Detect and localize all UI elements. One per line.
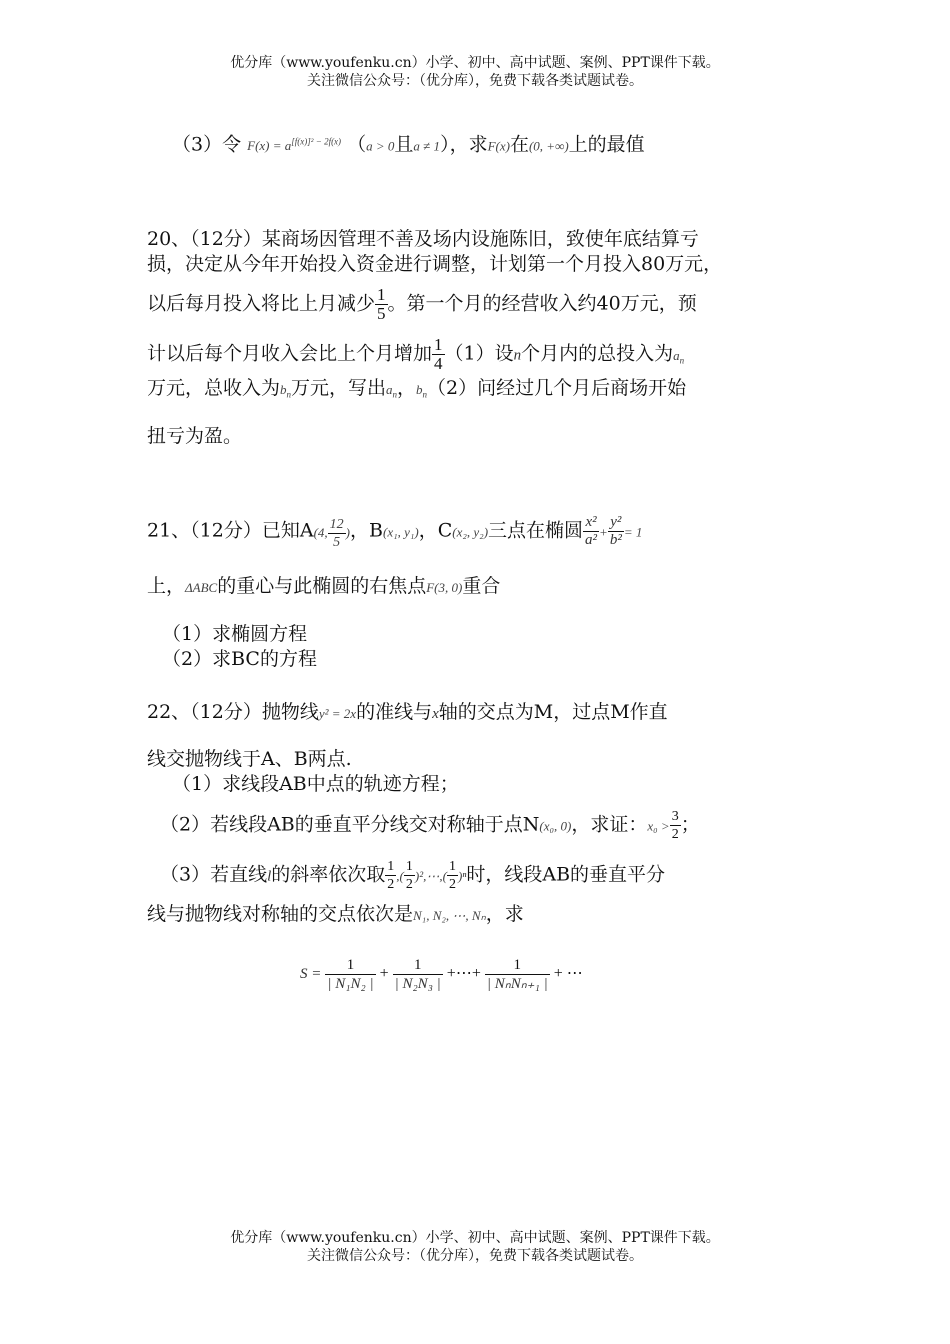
ellipse-x-term: $\frac{\text{x²}}{\text{a²}}$ [585,514,598,548]
q20-line2: 损，决定从今年开始投入资金进行调整，计划第一个月投入80万元， [147,253,723,275]
q22-line2: 线交抛物线于A、B两点. [147,748,352,770]
ellipse-y-term: $\frac{\text{y²}}{\text{b²}}$ [609,514,622,548]
q20-line5: 万元，总收入为$b_n$万元，写出$a_n$，$b_n(2)$问经过几个月后商场开始 [147,377,687,400]
q19-part3: （3）令 $F(x) = a^{[f(x)]^2 - 2f(x)}$ （a > 0且a ≠ 1），求F(x)在(0, +∞)上的最值 [172,133,645,156]
q20-line3: 以后每月投入将比上月减少 $\frac{1}{5}$ 。第一个月的经营收入约40万元，预 [147,285,697,323]
q22-line4: 线与抛物线对称轴的交点依次是N₁, N₂, ⋯, Nₙ，求 [147,903,524,925]
fraction-one-fifth: $\frac{1}{5}$ [377,285,386,323]
q20-line6: 扭亏为盈。 [147,425,243,447]
point-A: (4, $\frac{12}{5}$ ) [313,517,351,551]
q22-part2: （2）若线段AB的垂直平分线交对称轴于点N(x₀, 0)，求证：x₀ > $\frac{3}{2}$ ； [160,809,700,842]
q22-part3: （3）若直线l的斜率依次取 $\frac{1}{2}$ ,( $\frac{1}{2}$ )²,⋯,( $\frac{1}{2}$ )ⁿ时，线段AB的垂直平分 [160,859,666,892]
q21-part2: （2）求BC的方程 [162,648,317,670]
q22-part1: （1）求线段AB中点的轨迹方程； [172,773,459,795]
q21-line2: 上，ΔABC的重心与此椭圆的右焦点F(3, 0)重合 [147,575,501,597]
q21-part1: （1）求椭圆方程 [162,623,308,645]
q21-line1: 21、（12分）已知A(4, $\frac{12}{5}$ )，B(x₁, y₁)，C(x₂, y₂)三点在椭圆 $\frac{\text{x²}}{\text{a²}}$ + $\frac{\text{y²}}{\text{b²}}$ = 1 [147,514,643,551]
q19-formula-F: $F(x) = a^{[f(x)]^2 - 2f(x)}$ [247,137,342,154]
sum-formula: S = $\frac{1}{\text{| N₁N₂ |}}$ + $\frac{1}{\text{| N₂N₃ |}}$ +⋯+ $\frac{1}{\text{| NₙNₙ₊₁ |}}$ + ⋯ [300,957,583,992]
page-header-line2: 关注微信公众号：（优分库），免费下载各类试题试卷。 [307,73,643,89]
q22-line1: 22、（12分）抛物线y² = 2x的准线与x轴的交点为M，过点M作直 [147,701,668,723]
q20-line4: 计以后每个月收入会比上个月增加 $\frac{1}{4}$ （1）设n个月内的总投入为$a_n$ [147,335,685,373]
fraction-one-quarter: $\frac{1}{4}$ [434,335,443,373]
page-footer-line2: 关注微信公众号：（优分库），免费下载各类试题试卷。 [307,1248,643,1264]
page-header-line1: 优分库（www.youfenku.cn）小学、初中、高中试题、案例、PPT课件下载。 [230,55,720,71]
q20-line1: 20、（12分）某商场因管理不善及场内设施陈旧，致使年底结算亏 [147,228,699,250]
page-footer-line1: 优分库（www.youfenku.cn）小学、初中、高中试题、案例、PPT课件下载。 [230,1230,720,1246]
